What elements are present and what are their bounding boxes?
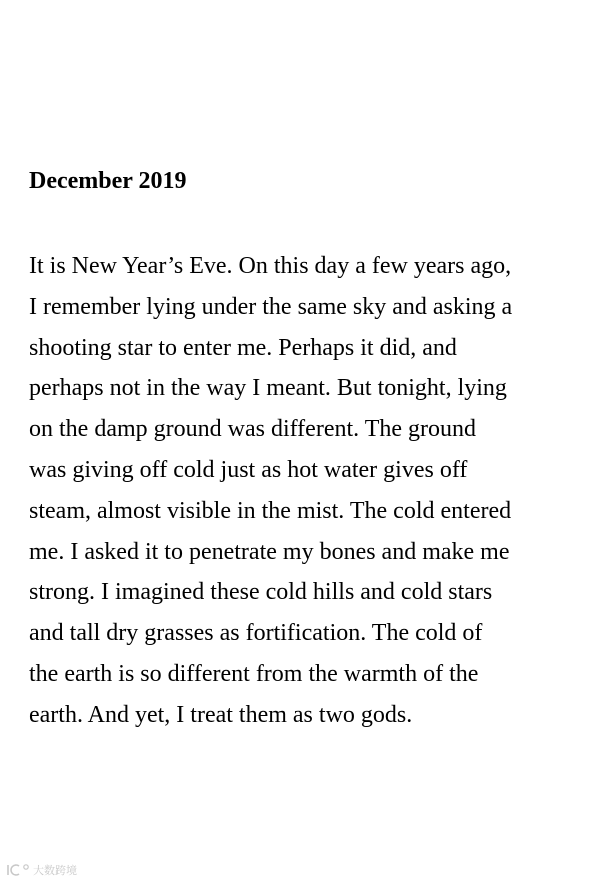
watermark-text: 大数跨境 [33,864,77,877]
body-line-5: on the damp ground was different. The ground [29,416,477,443]
body-line-7: steam, almost visible in the mist. The cold entered [29,497,512,524]
body-line-8: me. I asked it to penetrate my bones and make me [29,538,510,565]
watermark-logo-icon [6,863,30,877]
body-line-3: shooting star to enter me. Perhaps it did, and [29,334,457,361]
watermark [6,862,77,878]
body-line-10: and tall dry grasses as fortification. The cold of [29,620,483,647]
body-line-11: the earth is so different from the warmth of the [29,660,479,687]
body-line-2: I remember lying under the same sky and asking a [29,293,513,320]
body-line-12: earth. And yet, I treat them as two gods. [29,701,413,728]
body-line-6: was giving off cold just as hot water gives off [29,456,468,483]
body-line-1: It is New Year’s Eve. On this day a few years ago, [29,253,512,279]
entry-body [29,246,589,736]
body-line-4: perhaps not in the way I meant. But tonight, lying [29,375,507,402]
entry-heading: December 2019 [29,168,187,194]
body-line-9: strong. I imagined these cold hills and cold stars [29,579,493,606]
